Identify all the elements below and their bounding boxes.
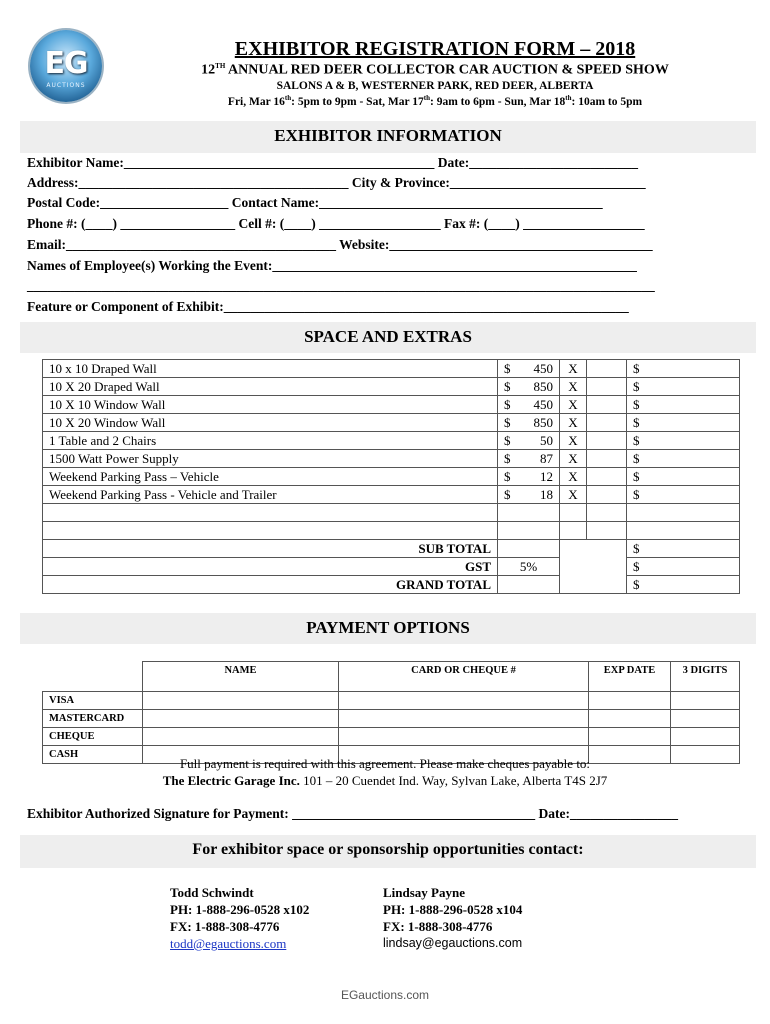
address-city-field[interactable]: Address:________________________________________ City & Province:_____________________________ [27,175,646,190]
space-item-row [43,486,740,504]
space-item-row [43,432,740,450]
space-item-total[interactable]: $ [627,486,740,504]
space-item-qty[interactable] [587,468,627,486]
space-extras-table [42,359,740,594]
gst-amount[interactable]: $ [627,558,740,576]
space-item-price: $ 450 [498,360,560,378]
company-address: 101 – 20 Cuendet Ind. Way, Sylvan Lake, Alberta T4S 2J7 [299,773,608,788]
contact-todd [170,884,309,952]
contact-fax: FX: 1-888-308-4776 [383,919,493,934]
employees-field[interactable]: Names of Employee(s) Working the Event:______________________________________________________ [27,258,637,273]
event-location: SALONS A & B, WESTERNER PARK, RED DEER, ALBERTA [276,80,594,92]
feature-field[interactable]: Feature or Component of Exhibit:____________________________________________________________ [27,299,629,314]
space-item-total[interactable]: $ [627,378,740,396]
payment-exp-cell[interactable] [589,692,671,710]
payment-card-cell[interactable] [339,692,589,710]
space-item-name: 10 X 20 Draped Wall [43,378,498,396]
grand-total-row [43,576,740,594]
grand-total-amount[interactable]: $ [627,576,740,594]
space-item-total[interactable]: $ [627,360,740,378]
exhibitor-info-heading: EXHIBITOR INFORMATION [20,121,756,153]
space-item-price: $ 50 [498,432,560,450]
postal-contact-field[interactable]: Postal Code:___________________ Contact Name:__________________________________________ [27,195,603,210]
payment-options-heading: PAYMENT OPTIONS [20,613,756,644]
logo-subtext: AUCTIONS [46,82,86,89]
payment-name-cell[interactable] [143,692,339,710]
payable-to [0,773,770,789]
phone-cell-fax-field[interactable]: Phone #: (____) _________________ Cell #: (____) __________________ Fax #: (____) __________________ [27,216,645,231]
space-item-total[interactable]: $ [627,396,740,414]
event-subtitle: 12TH ANNUAL RED DEER COLLECTOR CAR AUCTION & SPEED SHOW [201,62,669,78]
payment-table [42,661,740,764]
event-dates: Fri, Mar 16th: 5pm to 9pm - Sat, Mar 17th: 9am to 6pm - Sun, Mar 18th: 10am to 5pm [227,94,643,108]
payment-exp-cell[interactable] [589,710,671,728]
space-item-times: X [560,378,587,396]
space-item-price: $ 450 [498,396,560,414]
space-item-row [43,360,740,378]
payment-name-cell[interactable] [143,710,339,728]
sub-total-label: SUB TOTAL [43,540,498,558]
space-item-qty[interactable] [587,486,627,504]
exhibitor-name-date-field[interactable]: Exhibitor Name:______________________________________________ Date:_________________________ [27,155,638,170]
space-item-price: $ 12 [498,468,560,486]
payment-method-label: CASH [43,746,143,764]
space-item-price: $ 18 [498,486,560,504]
space-item-row [43,468,740,486]
sub-total-row [43,540,740,558]
contact-email-link[interactable]: todd@egauctions.com [170,936,287,951]
space-item-row [43,450,740,468]
payment-row [43,728,740,746]
space-item-name: 10 x 10 Draped Wall [43,360,498,378]
contact-heading: For exhibitor space or sponsorship opportunities contact: [20,835,756,868]
space-item-times: X [560,414,587,432]
space-item-qty[interactable] [587,432,627,450]
space-item-name: 10 X 20 Window Wall [43,414,498,432]
sub-total-amount[interactable]: $ [627,540,740,558]
space-item-price: $ 850 [498,378,560,396]
payment-digits-cell[interactable] [671,692,740,710]
space-item-row [43,414,740,432]
space-item-times: X [560,432,587,450]
form-title: EXHIBITOR REGISTRATION FORM – 2018 [234,38,636,60]
payment-method-label: CHEQUE [43,728,143,746]
gst-row [43,558,740,576]
space-item-name: 1 Table and 2 Chairs [43,432,498,450]
payment-row [43,710,740,728]
space-item-qty[interactable] [587,414,627,432]
contact-fax: FX: 1-888-308-4776 [170,919,280,934]
payment-name-cell[interactable] [143,728,339,746]
payment-digits-cell[interactable] [671,728,740,746]
space-item-total[interactable]: $ [627,450,740,468]
footer-website: EGauctions.com [340,988,430,1002]
email-website-field[interactable]: Email:________________________________________ Website:_______________________________________ [27,237,653,252]
space-item-name: Weekend Parking Pass – Vehicle [43,468,498,486]
space-item-times: X [560,396,587,414]
space-item-times: X [560,360,587,378]
payment-note: Full payment is required with this agreement. Please make cheques payable to: [179,756,591,771]
employees-field-line2[interactable]: _____________________________________________________________________________________________ [27,278,655,293]
space-extras-heading: SPACE AND EXTRAS [20,322,756,353]
gst-label: GST [43,558,498,576]
grand-total-label: GRAND TOTAL [43,576,498,594]
space-item-name: 10 X 10 Window Wall [43,396,498,414]
contact-name: Lindsay Payne [383,885,465,900]
company-name: The Electric Garage Inc. [162,773,300,788]
space-item-row [43,378,740,396]
space-item-row [43,396,740,414]
space-item-total[interactable]: $ [627,468,740,486]
space-item-total[interactable]: $ [627,414,740,432]
contact-name: Todd Schwindt [170,885,254,900]
space-item-times: X [560,468,587,486]
space-item-times: X [560,450,587,468]
payment-header-row [43,662,740,692]
gst-rate: 5% [498,558,560,576]
payment-method-label: VISA [43,692,143,710]
payment-header-digits: 3 DIGITS [671,662,740,692]
space-item-total[interactable]: $ [627,432,740,450]
space-item-qty[interactable] [587,396,627,414]
payment-exp-cell[interactable] [589,728,671,746]
payment-header-card: CARD OR CHEQUE # [339,662,589,692]
space-item-qty[interactable] [587,378,627,396]
payment-digits-cell[interactable] [671,710,740,728]
payment-header-name: NAME [143,662,339,692]
space-item-times: X [560,486,587,504]
space-item-price: $ 850 [498,414,560,432]
payment-row [43,692,740,710]
contact-email: lindsay@egauctions.com [383,936,523,950]
contact-phone: PH: 1-888-296-0528 x102 [170,902,310,917]
space-item-name: 1500 Watt Power Supply [43,450,498,468]
blank-row [43,522,740,540]
signature-date-field[interactable]: Exhibitor Authorized Signature for Payment: ____________________________________ Date:________________ [27,806,678,821]
payment-method-label: MASTERCARD [43,710,143,728]
space-item-name: Weekend Parking Pass - Vehicle and Trailer [43,486,498,504]
payment-card-cell[interactable] [339,710,589,728]
blank-row [43,504,740,522]
logo-text: EG [44,46,88,81]
contact-lindsay [383,884,522,952]
contact-phone: PH: 1-888-296-0528 x104 [383,902,523,917]
payment-header-exp: EXP DATE [589,662,671,692]
space-item-qty[interactable] [587,360,627,378]
space-item-qty[interactable] [587,450,627,468]
space-item-price: $ 87 [498,450,560,468]
payment-card-cell[interactable] [339,728,589,746]
